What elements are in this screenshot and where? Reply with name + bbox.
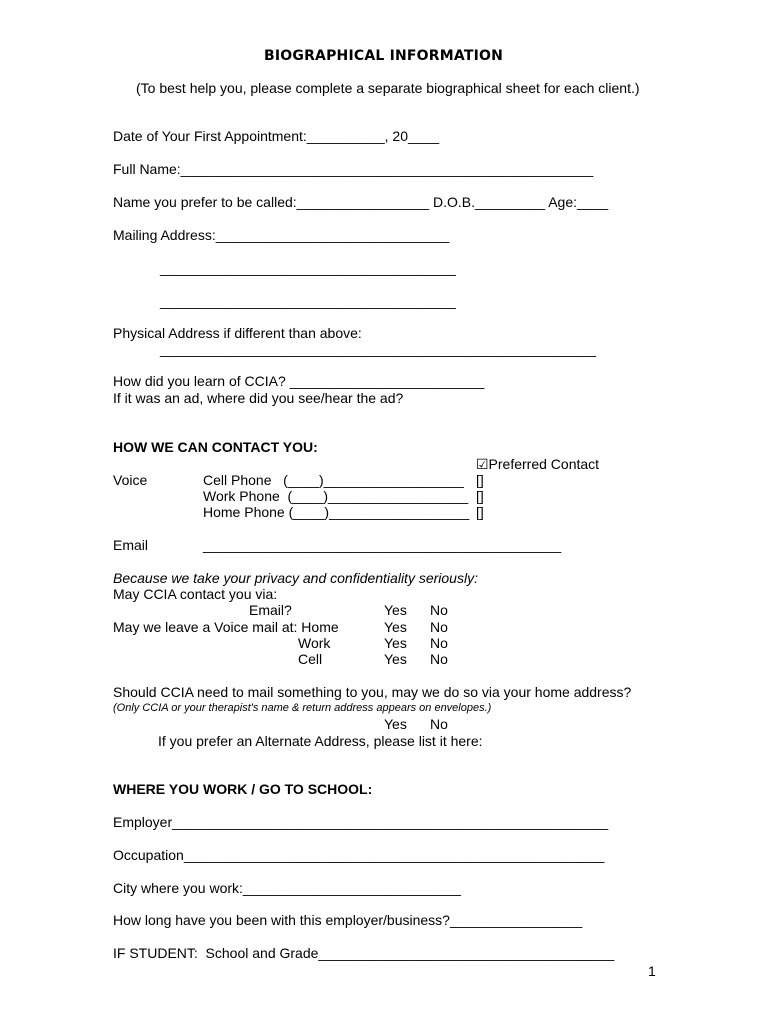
- mailing-address-line-3[interactable]: ______________________________________: [160, 293, 456, 309]
- physical-address-line[interactable]: ________________________________________________________: [160, 341, 597, 357]
- ad-source-question: If it was an ad, where did you see/hear the ad?: [113, 390, 404, 406]
- cell-phone-field[interactable]: Cell Phone (____)__________________: [203, 472, 464, 488]
- full-name-field[interactable]: Full Name:_____________________________________________________: [113, 161, 594, 177]
- contact-heading: HOW WE CAN CONTACT YOU:: [113, 439, 318, 455]
- mailing-address-field[interactable]: Mailing Address:______________________________: [113, 227, 450, 243]
- page-subtitle: (To best help you, please complete a separate biographical sheet for each client.): [136, 80, 640, 96]
- employer-field[interactable]: Employer________________________________________________________: [113, 814, 609, 830]
- voicemail-work-no-option[interactable]: No: [430, 635, 448, 651]
- student-school-field[interactable]: IF STUDENT: School and Grade______________________________________: [113, 945, 615, 961]
- mail-no-option[interactable]: No: [430, 716, 448, 732]
- page-title: BIOGRAPHICAL INFORMATION: [264, 48, 504, 64]
- occupation-field[interactable]: Occupation______________________________________________________: [113, 847, 605, 863]
- work-phone-field[interactable]: Work Phone (____)__________________: [203, 488, 469, 504]
- voicemail-cell-yes-option[interactable]: Yes: [384, 651, 407, 667]
- dob-age-field[interactable]: D.O.B._________ Age:____: [433, 194, 609, 210]
- learn-ccia-field[interactable]: How did you learn of CCIA? _________________________: [113, 373, 485, 389]
- voicemail-home-no-option[interactable]: No: [430, 619, 448, 635]
- mailing-address-line-2[interactable]: ______________________________________: [160, 260, 456, 276]
- home-phone-preferred-checkbox[interactable]: []: [476, 504, 484, 520]
- mail-yes-option[interactable]: Yes: [384, 716, 407, 732]
- home-phone-field[interactable]: Home Phone (____)__________________: [203, 504, 470, 520]
- voicemail-home-label: May we leave a Voice mail at: Home: [113, 619, 339, 635]
- mail-envelope-note: (Only CCIA or your therapist's name & return address appears on envelopes.): [113, 702, 492, 714]
- email-permission-label: Email?: [249, 602, 292, 618]
- voicemail-home-yes-option[interactable]: Yes: [384, 619, 407, 635]
- voicemail-work-yes-option[interactable]: Yes: [384, 635, 407, 651]
- work-school-heading: WHERE YOU WORK / GO TO SCHOOL:: [113, 781, 373, 797]
- voicemail-cell-label: Cell: [298, 651, 323, 667]
- may-contact-question: May CCIA contact you via:: [113, 586, 278, 602]
- email-no-option[interactable]: No: [430, 602, 448, 618]
- mail-home-question: Should CCIA need to mail something to you, may we do so via your home address?: [113, 684, 632, 700]
- alternate-address-prompt: If you prefer an Alternate Address, please list it here:: [158, 733, 483, 749]
- email-label: Email: [113, 537, 149, 553]
- preferred-name-field[interactable]: Name you prefer to be called:_________________: [113, 194, 430, 210]
- voicemail-cell-no-option[interactable]: No: [430, 651, 448, 667]
- preferred-contact-header: ☑Preferred Contact: [476, 456, 600, 472]
- voice-label: Voice: [113, 472, 148, 488]
- privacy-intro: Because we take your privacy and confidentiality seriously:: [113, 570, 478, 586]
- work-city-field[interactable]: City where you work:____________________________: [113, 880, 461, 896]
- first-appointment-field[interactable]: Date of Your First Appointment:__________, 20____: [113, 128, 440, 144]
- email-field[interactable]: ______________________________________________: [203, 537, 562, 553]
- work-phone-preferred-checkbox[interactable]: []: [476, 488, 484, 504]
- voicemail-work-label: Work: [298, 635, 331, 651]
- physical-address-label: Physical Address if different than above:: [113, 325, 362, 341]
- email-yes-option[interactable]: Yes: [384, 602, 407, 618]
- cell-phone-preferred-checkbox[interactable]: []: [476, 472, 484, 488]
- page-number: 1: [648, 963, 656, 979]
- employment-duration-field[interactable]: How long have you been with this employer/business?_________________: [113, 912, 583, 928]
